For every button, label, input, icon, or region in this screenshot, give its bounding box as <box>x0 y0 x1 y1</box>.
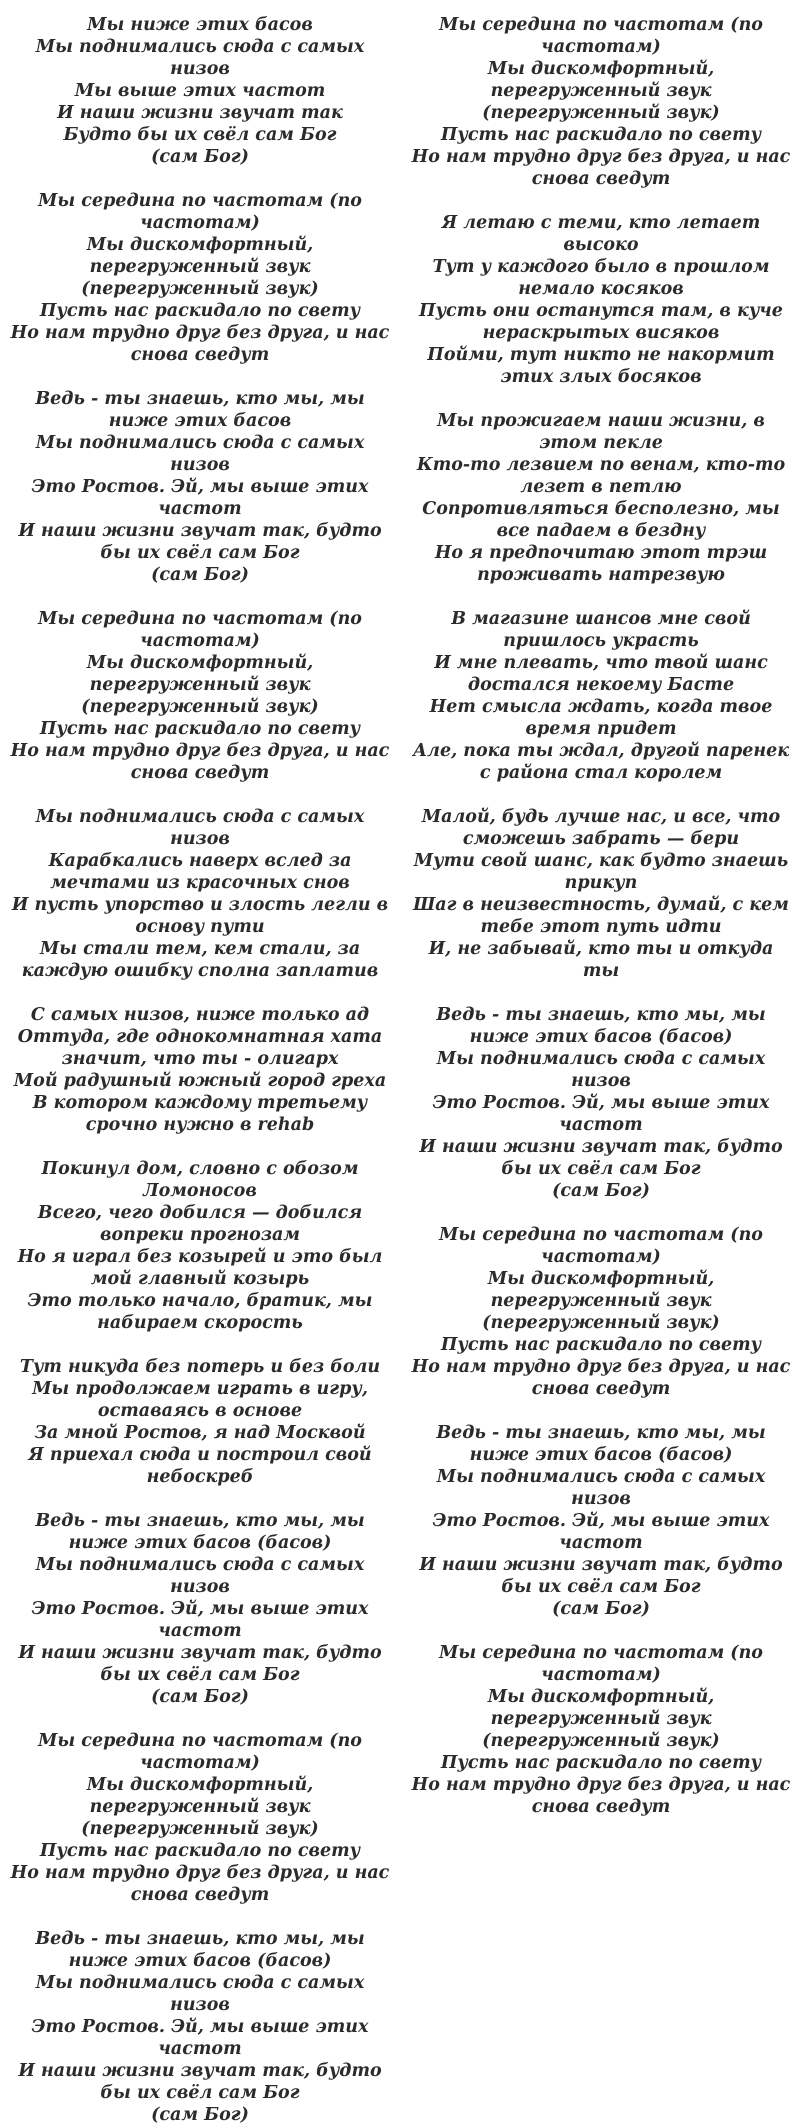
stanza <box>410 1422 792 1620</box>
lyric-line: Но я предпочитаю этот трэш проживать натрезвую <box>434 543 768 585</box>
lyric-line: Мы дискомфортный, перегруженный звук (перегруженный звук) <box>81 1775 319 1839</box>
lyric-line: Ведь - ты знаешь, кто мы, мы ниже этих басов (басов) <box>436 1005 766 1047</box>
lyric-line: Алe, пока ты ждал, другой паренек с района стал королем <box>412 741 790 783</box>
stanza <box>8 1158 392 1334</box>
lyric-line: Пусть нас раскидало по свету <box>39 719 361 739</box>
stanza <box>8 388 392 586</box>
stanza <box>410 212 792 388</box>
lyric-line: Мой радушный южный город греха <box>13 1071 387 1091</box>
lyric-line: Ведь - ты знаешь, кто мы, мы ниже этих басов (басов) <box>35 1929 365 1971</box>
stanza <box>8 14 392 168</box>
lyric-line: Это Ростов. Эй, мы выше этих частот <box>432 1093 770 1135</box>
lyric-line: Всего, чего добился — добился вопреки прогнозам <box>37 1203 363 1245</box>
stanza <box>8 190 392 366</box>
lyric-line: Мы поднимались сюда с самых низов <box>436 1467 766 1509</box>
lyric-line: Тут у каждого было в прошлом немало косяков <box>432 257 770 299</box>
lyric-line: (сам Бог) <box>552 1181 650 1201</box>
lyric-line: Мы поднимались сюда с самых низов <box>35 433 365 475</box>
lyric-line: Мы дискомфортный, перегруженный звук (перегруженный звук) <box>482 1687 720 1751</box>
lyric-line: Пусть нас раскидало по свету <box>440 1335 762 1355</box>
lyric-line: Сопротивляться бесполезно, мы все падаем в бездну <box>422 499 780 541</box>
stanza <box>8 1004 392 1136</box>
lyric-line: И наши жизни звучат так <box>57 103 343 123</box>
lyric-line: Мы середина по частотам (по частотам) <box>439 15 763 57</box>
lyric-line: Покинул дом, словно с обозом Ломоносов <box>41 1159 359 1201</box>
stanza <box>8 1928 392 2126</box>
lyric-line: Ведь - ты знаешь, кто мы, мы ниже этих басов (басов) <box>35 1511 365 1553</box>
lyric-line: И мне плевать, что твой шанс достался некоему Басте <box>434 653 768 695</box>
lyric-line: Мы середина по частотам (по частотам) <box>38 191 362 233</box>
lyrics-column-right <box>400 0 800 1817</box>
lyric-line: Пусть нас раскидало по свету <box>440 1753 762 1773</box>
lyric-line: Тут никуда без потерь и без боли <box>19 1357 381 1377</box>
lyric-line: (сам Бог) <box>151 147 249 167</box>
lyric-line: Мы поднимались сюда с самых низов <box>35 807 365 849</box>
lyric-line: Мы стали тем, кем стали, за каждую ошибку сполна заплатив <box>21 939 379 981</box>
lyric-line: Мы середина по частотам (по частотам) <box>38 609 362 651</box>
stanza <box>410 1224 792 1400</box>
lyric-line: (сам Бог) <box>151 1687 249 1707</box>
lyric-line: Это Ростов. Эй, мы выше этих частот <box>31 477 369 519</box>
stanza <box>410 608 792 784</box>
lyric-line: Это Ростов. Эй, мы выше этих частот <box>31 1599 369 1641</box>
lyric-line: (сам Бог) <box>552 1599 650 1619</box>
lyric-line: И наши жизни звучат так, будто бы их свёл сам Бог <box>18 521 382 563</box>
lyric-line: За мной Ростов, я над Москвой <box>34 1423 366 1443</box>
lyric-line: Малой, будь лучше нас, и все, что сможешь забрать — бери <box>421 807 781 849</box>
lyric-line: Мы поднимались сюда с самых низов <box>35 1973 365 2015</box>
lyric-line: Но нам трудно друг без друга, и нас снова сведут <box>411 1357 791 1399</box>
lyric-line: Мы середина по частотам (по частотам) <box>38 1731 362 1773</box>
lyric-line: Это Ростов. Эй, мы выше этих частот <box>432 1511 770 1553</box>
lyric-line: Мы середина по частотам (по частотам) <box>439 1225 763 1267</box>
lyric-line: Но нам трудно друг без друга, и нас снова сведут <box>411 147 791 189</box>
stanza <box>8 1730 392 1906</box>
lyric-line: Ведь - ты знаешь, кто мы, мы ниже этих басов <box>35 389 365 431</box>
lyric-line: Но я играл без козырей и это был мой главный козырь <box>17 1247 383 1289</box>
lyric-line: Карабкались наверх вслед за мечтами из красочных снов <box>48 851 352 893</box>
lyric-line: Это только начало, братик, мы набираем скорость <box>27 1291 373 1333</box>
lyric-line: Мы середина по частотам (по частотам) <box>439 1643 763 1685</box>
stanza <box>410 806 792 982</box>
lyric-line: Пусть нас раскидало по свету <box>39 301 361 321</box>
lyric-line: Пусть нас раскидало по свету <box>39 1841 361 1861</box>
lyric-line: Мы дискомфортный, перегруженный звук (перегруженный звук) <box>81 235 319 299</box>
lyric-line: С самых низов, ниже только ад <box>30 1005 370 1025</box>
lyric-line: Мы продолжаем играть в игру, оставаясь в основе <box>32 1379 368 1421</box>
lyric-line: Оттуда, где однокомнатная хата значит, что ты - олигарх <box>17 1027 383 1069</box>
lyric-line: Пусть они останутся там, в куче нераскрытых висяков <box>419 301 783 343</box>
lyric-line: Будто бы их свёл сам Бог <box>63 125 337 145</box>
lyric-line: Но нам трудно друг без друга, и нас снова сведут <box>10 1863 390 1905</box>
lyric-line: И наши жизни звучат так, будто бы их свёл сам Бог <box>419 1555 783 1597</box>
lyric-line: Но нам трудно друг без друга, и нас снова сведут <box>411 1775 791 1817</box>
lyric-line: Ведь - ты знаешь, кто мы, мы ниже этих басов (басов) <box>436 1423 766 1465</box>
lyric-line: Мы поднимались сюда с самых низов <box>35 37 365 79</box>
lyric-line: Мы выше этих частот <box>74 81 326 101</box>
lyric-line: Нет смысла ждать, когда твое время придет <box>429 697 773 739</box>
lyric-line: Я летаю с теми, кто летает высоко <box>441 213 761 255</box>
lyric-line: И, не забывай, кто ты и откуда ты <box>428 939 774 981</box>
stanza <box>8 806 392 982</box>
stanza <box>410 1642 792 1818</box>
lyric-line: Мути свой шанс, как будто знаешь прикуп <box>413 851 789 893</box>
lyric-line: В магазине шансов мне свой пришлось украсть <box>451 609 751 651</box>
lyric-line: Мы прожигаем наши жизни, в этом пекле <box>437 411 765 453</box>
lyric-line: Но нам трудно друг без друга, и нас снова сведут <box>10 323 390 365</box>
stanza <box>410 1004 792 1202</box>
lyric-line: Это Ростов. Эй, мы выше этих частот <box>31 2017 369 2059</box>
lyric-line: Шаг в неизвестность, думай, с кем тебе этот путь идти <box>413 895 789 937</box>
stanza <box>8 608 392 784</box>
lyric-line: Мы поднимались сюда с самых низов <box>35 1555 365 1597</box>
lyric-line: Мы дискомфортный, перегруженный звук (перегруженный звук) <box>482 59 720 123</box>
lyric-line: Мы ниже этих басов <box>87 15 313 35</box>
lyric-line: В котором каждому третьему срочно нужно в rehab <box>32 1093 368 1135</box>
lyric-line: (сам Бог) <box>151 2105 249 2125</box>
lyric-line: Я приехал сюда и построил свой небоскреб <box>28 1445 372 1487</box>
lyrics-column-left <box>0 0 400 2125</box>
lyric-line: Но нам трудно друг без друга, и нас снова сведут <box>10 741 390 783</box>
stanza <box>410 14 792 190</box>
lyric-line: И наши жизни звучат так, будто бы их свёл сам Бог <box>419 1137 783 1179</box>
lyric-line: И наши жизни звучат так, будто бы их свёл сам Бог <box>18 2061 382 2103</box>
stanza <box>8 1510 392 1708</box>
lyric-line: Мы дискомфортный, перегруженный звук (перегруженный звук) <box>81 653 319 717</box>
lyric-line: (сам Бог) <box>151 565 249 585</box>
lyric-line: И пусть упорство и злость легли в основу пути <box>11 895 389 937</box>
lyric-line: Мы поднимались сюда с самых низов <box>436 1049 766 1091</box>
lyric-line: Пойми, тут никто не накормит этих злых босяков <box>427 345 775 387</box>
lyric-line: Мы дискомфортный, перегруженный звук (перегруженный звук) <box>482 1269 720 1333</box>
lyric-line: Пусть нас раскидало по свету <box>440 125 762 145</box>
lyric-line: Кто-то лезвием по венам, кто-то лезет в петлю <box>416 455 786 497</box>
stanza <box>410 410 792 586</box>
stanza <box>8 1356 392 1488</box>
lyric-line: И наши жизни звучат так, будто бы их свёл сам Бог <box>18 1643 382 1685</box>
